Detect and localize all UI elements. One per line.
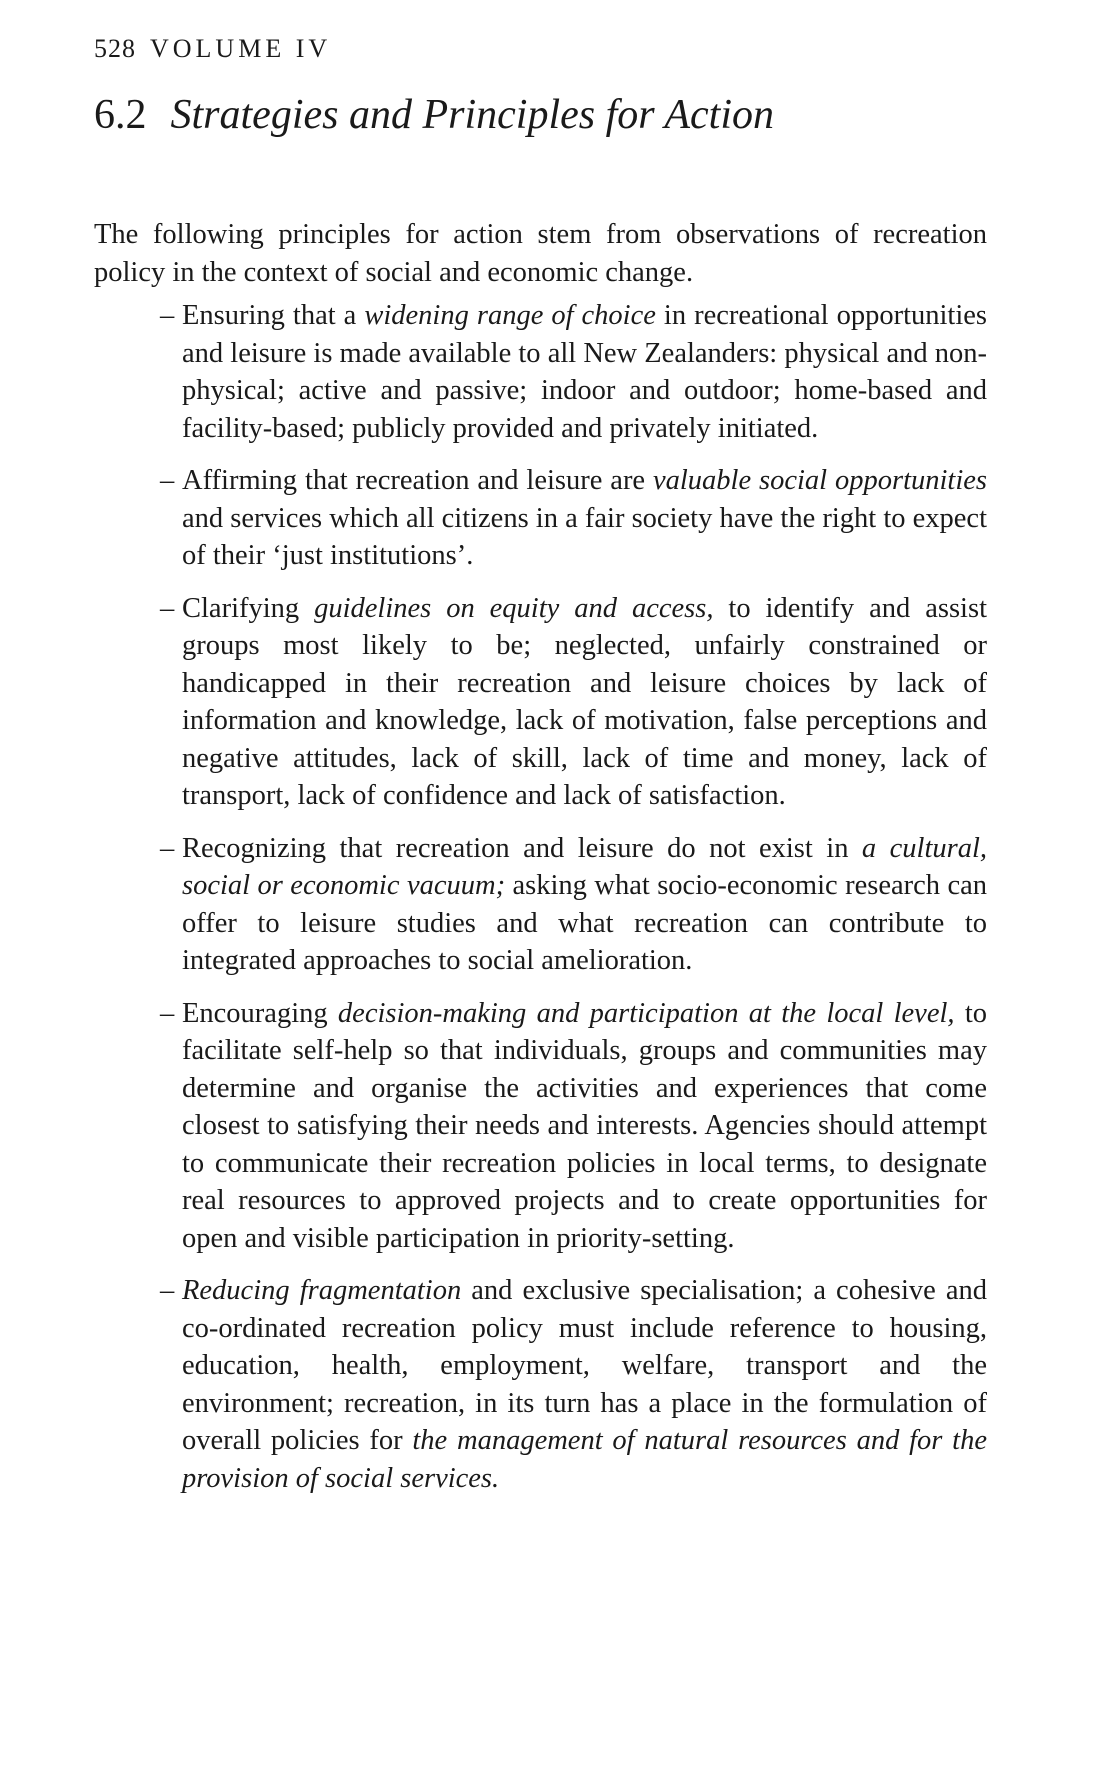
dash-marker: –	[160, 997, 175, 1029]
running-title: VOLUME IV	[150, 34, 332, 63]
item-text: and exclusive specialisation; a cohesive and co-ordinated recreation policy must include reference to housing, education, health, employment, welfare, transport and the environment; recreation, in its turn has a place in the formulation of overall policies for	[182, 1275, 987, 1457]
item-text: in recreational opportunities and leisure is made available to all New Zealanders: physical and non-physical; active and passive; indoor and outdoor; home-based and facility-based; publicly provided and privately initiated.	[182, 300, 987, 444]
principles-list	[94, 297, 994, 1497]
book-page	[94, 36, 994, 1497]
list-item	[94, 830, 987, 980]
dash-marker: –	[160, 832, 175, 864]
list-item	[94, 297, 987, 447]
section-title: Strategies and Principles for Action	[170, 92, 775, 138]
list-item	[94, 1272, 987, 1497]
item-text: Encouraging	[182, 997, 338, 1029]
item-emphasis: Reducing fragmentation	[182, 1275, 462, 1307]
dash-marker: –	[160, 1275, 175, 1307]
item-text: to facilitate self-help so that individuals, groups and communities may determine and organise the activities and experiences that come closest to satisfying their needs and interests. Agencies should attempt to communicate their recreation policies in local terms, to designate real resources to approved projects and to create opportunities for open and visible participation in priority-setting.	[182, 997, 987, 1254]
dash-marker: –	[160, 300, 175, 332]
item-text: Clarifying	[182, 592, 315, 624]
item-text: Ensuring that a	[182, 300, 365, 332]
item-text: Affirming that recreation and leisure are	[182, 465, 653, 497]
section-number: 6.2	[94, 92, 147, 138]
list-item	[94, 462, 987, 575]
item-text: asking what socio-economic research can offer to leisure studies and what recreation can contribute to integrated approaches to social amelioration.	[182, 870, 987, 977]
item-emphasis: a cultural, social or economic vacuum;	[182, 832, 987, 902]
item-text: and services which all citizens in a fair society have the right to expect of their ‘just institutions’.	[182, 502, 987, 572]
dash-marker: –	[160, 465, 175, 497]
item-emphasis: decision-making and participation at the local level,	[337, 997, 955, 1029]
item-emphasis: guidelines on equity and access,	[314, 592, 714, 624]
intro-paragraph: The following principles for action stem from observations of recreation policy in the context of social and economic change.	[94, 219, 987, 288]
list-item	[94, 590, 987, 815]
item-emphasis: valuable social opportunities	[652, 465, 987, 497]
item-emphasis: the management of natural resources and for the provision of social services.	[182, 1425, 987, 1494]
page-number: 528	[94, 34, 136, 63]
list-item	[94, 995, 987, 1258]
section-heading	[94, 92, 994, 138]
dash-marker: –	[160, 592, 175, 624]
item-text: to identify and assist groups most likely to be; neglected, unfairly constrained or handicapped in their recreation and leisure choices by lack of information and knowledge, lack of motivation, false perceptions and negative attitudes, lack of skill, lack of time and money, lack of transport, lack of confidence and lack of satisfaction.	[182, 592, 987, 812]
running-head	[94, 36, 994, 62]
item-emphasis: widening range of choice	[364, 300, 656, 332]
item-text: Recognizing that recreation and leisure do not exist in	[182, 832, 862, 864]
